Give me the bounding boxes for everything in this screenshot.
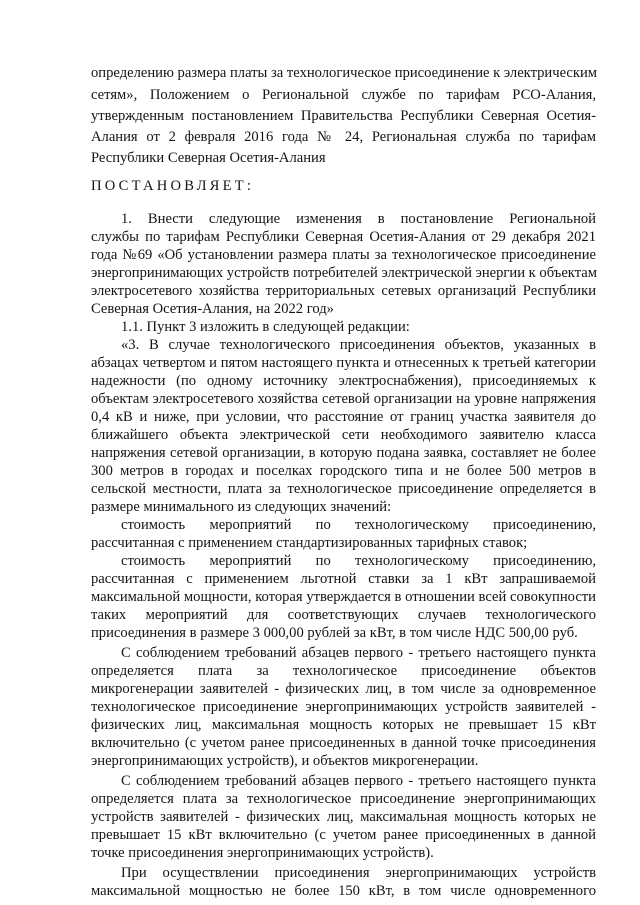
body-line: физических лиц, максимальная мощность которых не превышает 15 кВт	[91, 717, 596, 733]
body-line: стоимость мероприятий по технологическому присоединению,	[121, 553, 596, 569]
body-line: 1.1. Пункт 3 изложить в следующей редакции:	[121, 319, 410, 335]
body-line: максимальной мощностью не более 150 кВт, в том числе одновременного	[91, 883, 596, 899]
body-line: надежности (по одному источнику электроснабжения), присоединяемых к	[91, 373, 596, 389]
body-line: превышает 15 кВт включительно (с учетом ранее присоединенных в данной	[91, 827, 596, 843]
body-line: устройств заявителей - физических лиц, максимальная мощность которых не	[91, 809, 596, 825]
body-line: С соблюдением требований абзацев первого - третьего настоящего пункта	[121, 773, 596, 789]
body-line: 1. Внести следующие изменения в постановление Региональной	[121, 211, 596, 227]
body-line: максимальной мощности, которая утверждается в отношении всей совокупности	[91, 589, 596, 605]
body-line: энергопринимающих устройств потребителей электрической энергии к объектам	[91, 265, 597, 281]
intro-line: Республики Северная Осетия-Алания	[91, 150, 326, 166]
body-line: 300 метров в городах и поселках городского типа и не более 500 метров в	[91, 463, 596, 479]
body-line: таких мероприятий для соответствующих случаев технологического	[91, 607, 596, 623]
resolution-heading: ПОСТАНОВЛЯЕТ:	[91, 178, 255, 194]
body-line: точке присоединения энергопринимающих устройств).	[91, 845, 434, 861]
body-line: технологическое присоединение энергопринимающих устройств заявителей -	[91, 699, 596, 715]
body-line: При осуществлении присоединения энергопринимающих устройств	[121, 865, 596, 881]
intro-line: Алания от 2 февраля 2016 года № 24, Региональная служба по тарифам	[91, 129, 596, 145]
intro-line: сетям», Положением о Региональной службе по тарифам РСО-Алания,	[91, 87, 596, 103]
body-line: энергопринимающих устройств), и объектов микрогенерации.	[91, 753, 479, 769]
body-line: присоединения в размере 3 000,00 рублей за кВт, в том числе НДС 500,00 руб.	[91, 625, 578, 641]
body-line: размере минимального из следующих значений:	[91, 499, 392, 515]
body-line: определяется плата за технологическое присоединение энергопринимающих	[91, 791, 596, 807]
intro-line: определению размера платы за технологическое присоединение к электрическим	[91, 65, 598, 81]
body-line: объектам электросетевого хозяйства сетевой организации на уровне напряжения	[91, 391, 596, 407]
body-line: «3. В случае технологического присоединения объектов, указанных в	[121, 337, 596, 353]
body-line: службы по тарифам Республики Северная Осетия-Алания от 29 декабря 2021	[91, 229, 596, 245]
intro-line: утвержденным постановлением Правительства Республики Северная Осетия-	[91, 108, 596, 124]
body-line: абзацах четвертом и пятом настоящего пункта и отнесенных к третьей категории	[91, 355, 596, 371]
body-line: рассчитанная с применением льготной ставки за 1 кВт запрашиваемой	[91, 571, 596, 587]
body-line: Северная Осетия-Алания, на 2022 год»	[91, 301, 334, 317]
body-line: включительно (с учетом ранее присоединенных в данной точке присоединения	[91, 735, 596, 751]
body-line: сельской местности, плата за технологическое присоединение определяется в	[91, 481, 596, 497]
body-line: 0,4 кВ и ниже, при условии, что расстояние от границ участка заявителя до	[91, 409, 596, 425]
body-line: стоимость мероприятий по технологическому присоединению,	[121, 517, 596, 533]
body-line: определяется плата за технологическое присоединение объектов	[91, 663, 596, 679]
body-line: С соблюдением требований абзацев первого - третьего настоящего пункта	[121, 645, 596, 661]
body-line: ближайшего объекта электрической сети необходимого заявителю класса	[91, 427, 596, 443]
body-line: микрогенерации заявителей - физических лиц, в том числе за одновременное	[91, 681, 596, 697]
body-line: года №69 «Об установлении размера платы за технологическое присоединение	[91, 247, 596, 263]
body-line: напряжения сетевой организации, в которую подана заявка, составляет не более	[91, 445, 596, 461]
body-line: рассчитанная с применением стандартизированных тарифных ставок;	[91, 535, 528, 551]
body-line: электросетевого хозяйства территориальных сетевых организаций Республики	[91, 283, 596, 299]
